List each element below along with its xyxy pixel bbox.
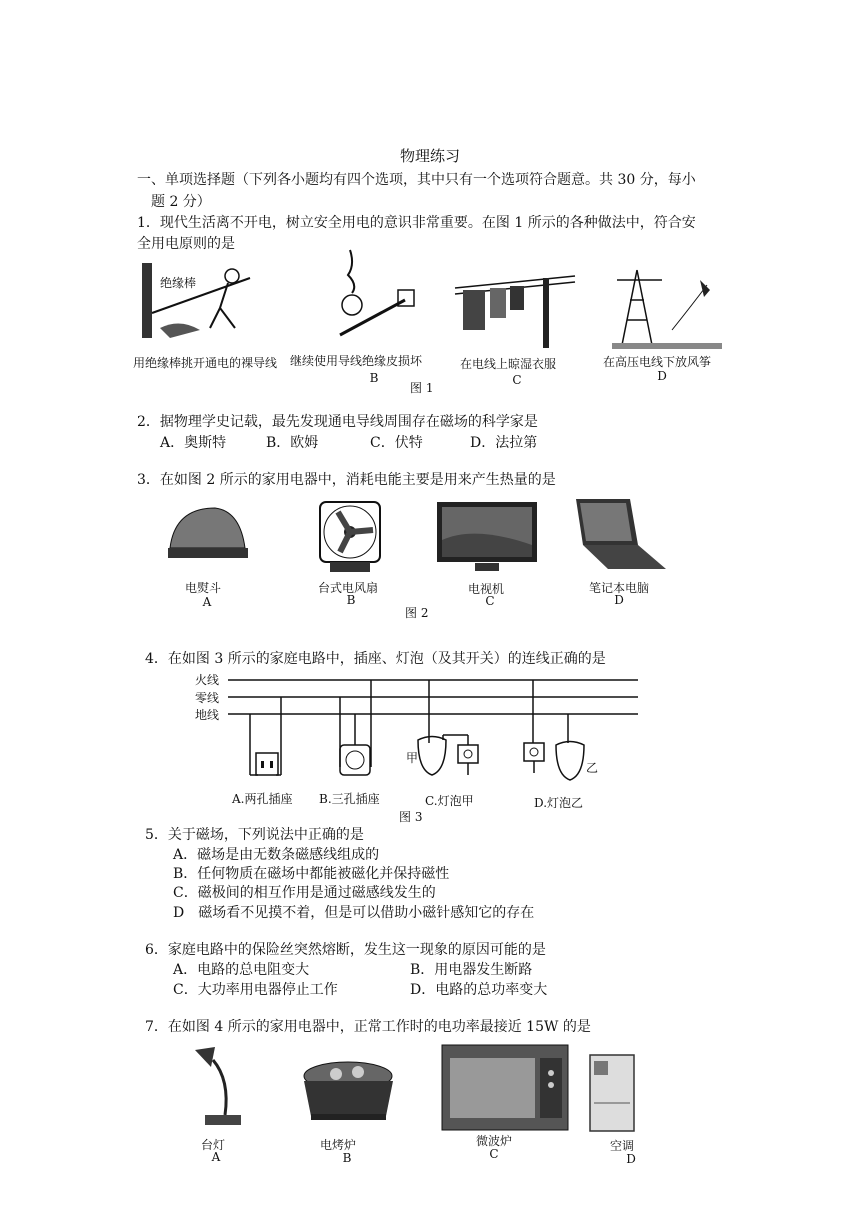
figure-2-image-a [165,503,250,567]
insulating-rod-label: 绝缘棒 [160,276,197,290]
question-5-option-c: C．磁极间的相互作用是通过磁感线发生的 [173,885,436,901]
question-3-stem: 3．在如图 2 所示的家用电器中，消耗电能主要是用来产生热量的是 [137,472,556,488]
figure-4-letter-d: D [626,1152,636,1166]
figure-1-caption-c: 在电线上晾湿衣服 [460,357,557,371]
figure-4-image-b [296,1056,401,1135]
figure-1-image-a [140,258,260,347]
figure-1-letter-d: D [657,369,667,383]
figure-4-image-c [440,1043,570,1137]
question-1-stem-line2: 全用电原则的是 [137,236,235,252]
question-2-stem: 2．据物理学史记载，最先发现通电导线周围存在磁场的科学家是 [137,414,538,430]
figure-2-label: 图 2 [405,606,429,620]
figure-4-image-d [588,1053,638,1137]
question-2-option-d: D．法拉第 [470,435,538,451]
figure-3-caption-a: A.两孔插座 [232,792,293,806]
figure-4-letter-b: B [342,1151,352,1165]
figure-4-letter-a: A [211,1150,221,1164]
question-5-option-b: B．任何物质在磁场中都能被磁化并保持磁性 [173,866,450,882]
wire-label-live: 火线 [195,673,220,687]
question-6-option-c: C．大功率用电器停止工作 [173,982,338,998]
figure-2-letter-d: D [614,593,624,607]
figure-3-label: 图 3 [399,810,423,824]
wire-label-ground: 地线 [195,708,220,722]
figure-2-caption-c: 电视机 [468,582,505,596]
figure-2-caption-a: 电熨斗 [185,581,222,595]
figure-2-image-b [318,500,383,579]
wire-label-neutral: 零线 [195,691,220,705]
figure-3-caption-c: C.灯泡甲 [425,794,474,808]
figure-4-letter-c: C [489,1147,499,1161]
question-5-stem: 5．关于磁场，下列说法中正确的是 [145,827,364,843]
figure-3-caption-b: B.三孔插座 [319,792,380,806]
figure-2-letter-c: C [485,594,495,608]
question-1-stem-line1: 1．现代生活离不开电，树立安全用电的意识非常重要。在图 1 所示的各种做法中，符合安 [137,215,696,231]
figure-4-caption-b: 电烤炉 [320,1138,357,1152]
figure-3-circuit [228,675,638,794]
question-7-stem: 7．在如图 4 所示的家用电器中，正常工作时的电功率最接近 15W 的是 [145,1019,591,1035]
question-4-stem: 4．在如图 3 所示的家庭电路中，插座、灯泡（及其开关）的连线正确的是 [145,651,606,667]
figure-4-image-a [185,1045,245,1134]
figure-1-letter-c: C [512,373,522,387]
question-6-option-a: A．电路的总电阻变大 [173,962,310,978]
section-heading-line2: 题 2 分） [151,194,211,210]
figure-1-label: 图 1 [410,381,434,395]
figure-1-caption-b: 继续使用导线绝缘皮损坏 [290,354,423,368]
figure-2-caption-b: 台式电风扇 [318,581,379,595]
lamp-label-yi: 乙 [586,761,599,775]
figure-2-image-d [568,497,668,581]
section-heading-line1: 一、单项选择题（下列各小题均有四个选项，其中只有一个选项符合题意。共 30 分，每小 [137,172,696,188]
figure-1-image-d [612,265,722,354]
figure-1-image-c [455,268,575,352]
figure-1-letter-b: B [369,371,379,385]
page-title: 物理练习 [400,147,461,165]
figure-2-image-c [435,500,540,579]
figure-2-caption-d: 笔记本电脑 [589,581,650,595]
figure-4-caption-d: 空调 [610,1139,635,1153]
question-2-option-a: A．奥斯特 [160,435,227,451]
figure-1-caption-a: 用绝缘棒挑开通电的裸导线 [133,356,278,370]
figure-4-caption-a: 台灯 [201,1138,226,1152]
figure-1-caption-d: 在高压电线下放风筝 [603,355,712,369]
figure-4-caption-c: 微波炉 [476,1134,513,1148]
figure-2-letter-a: A [202,595,212,609]
figure-1-image-b [330,245,420,349]
question-2-option-b: B．欧姆 [266,435,319,451]
question-5-option-a: A．磁场是由无数条磁感线组成的 [173,847,380,863]
question-6-stem: 6．家庭电路中的保险丝突然熔断，发生这一现象的原因可能的是 [145,942,546,958]
question-5-option-d: D 磁场看不见摸不着，但是可以借助小磁针感知它的存在 [173,905,535,921]
figure-2-letter-b: B [346,593,356,607]
question-2-option-c: C．伏特 [370,435,423,451]
figure-3-caption-d: D.灯泡乙 [534,796,584,810]
question-6-option-d: D．电路的总功率变大 [410,982,548,998]
lamp-label-jia: 甲 [406,751,419,765]
question-6-option-b: B．用电器发生断路 [410,962,533,978]
